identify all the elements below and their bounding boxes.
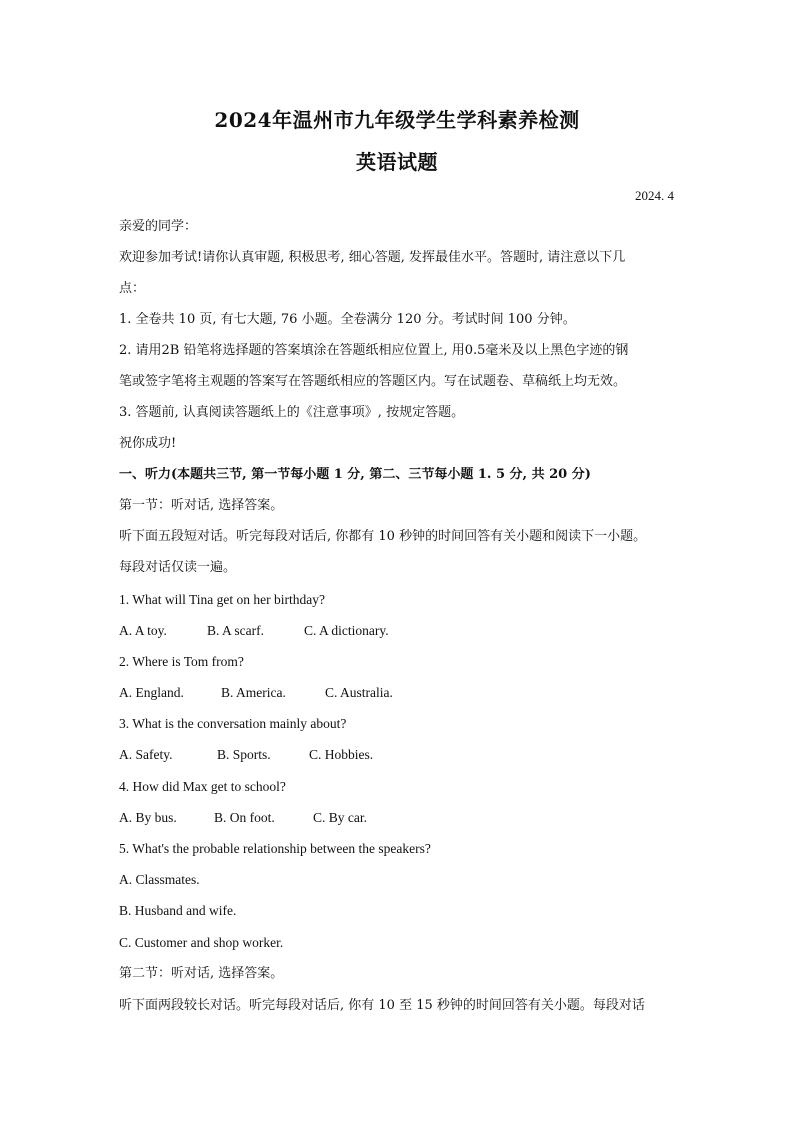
question-options — [119, 747, 679, 763]
option-a: A. Safety. — [119, 747, 173, 762]
note-1: 1. 全卷共 10 页, 有七大题, 76 小题。全卷满分 120 分。考试时间 100 分钟。 — [119, 312, 576, 327]
welcome-text-line2: 点： — [119, 281, 146, 296]
note-3: 3. 答题前, 认真阅读答题纸上的《注意事项》, 按规定答题。 — [119, 405, 465, 420]
question-stem: 3. What is the conversation mainly about? — [119, 716, 347, 731]
question-stem: 4. How did Max get to school? — [119, 779, 286, 794]
question-stem: 5. What's the probable relationship between the speakers? — [119, 841, 431, 856]
option-a: A. England. — [119, 685, 184, 700]
part1-instruction-line2: 每段对话仅读一遍。 — [119, 560, 237, 575]
page-title: 2024年温州市九年级学生学科素养检测 — [214, 108, 580, 132]
option-a: A. A toy. — [119, 623, 167, 638]
page-subtitle: 英语试题 — [356, 150, 438, 174]
option-b: B. A scarf. — [207, 623, 264, 638]
option-c: C. A dictionary. — [304, 623, 389, 638]
question-stem: 1. What will Tina get on her birthday? — [119, 592, 325, 607]
option-a: A. By bus. — [119, 810, 177, 825]
option-a: A. Classmates. — [119, 872, 200, 887]
wish-text: 祝你成功! — [119, 436, 177, 451]
note-2-line2: 笔或签字笔将主观题的答案写在答题纸相应的答题区内。写在试题卷、草稿纸上均无效。 — [119, 374, 627, 389]
section-heading: 一、听力(本题共三节, 第一节每小题 1 分, 第二、三节每小题 1. 5 分, 共 20 分) — [119, 467, 591, 482]
part1-instruction-line1: 听下面五段短对话。听完每段对话后, 你都有 10 秒钟的时间回答有关小题和阅读下一小题。 — [119, 529, 647, 544]
option-b: B. Husband and wife. — [119, 903, 237, 918]
question-options — [119, 685, 679, 701]
option-c: C. Hobbies. — [309, 747, 374, 762]
question-options — [119, 623, 679, 639]
exam-date: 2024. 4 — [635, 188, 674, 203]
option-b: B. On foot. — [214, 810, 275, 825]
part2-title: 第二节：听对话, 选择答案。 — [119, 966, 284, 981]
option-c: C. By car. — [313, 810, 367, 825]
greeting: 亲爱的同学： — [119, 219, 198, 234]
option-b: B. Sports. — [217, 747, 271, 762]
option-b: B. America. — [221, 685, 286, 700]
part1-title: 第一节：听对话, 选择答案。 — [119, 498, 284, 513]
note-2-line1: 2. 请用2B 铅笔将选择题的答案填涂在答题纸相应位置上, 用0.5毫米及以上黑色字迹的钢 — [119, 343, 629, 358]
question-stem: 2. Where is Tom from? — [119, 654, 244, 669]
question-options — [119, 810, 679, 826]
part2-instruction: 听下面两段较长对话。听完每段对话后, 你有 10 至 15 秒钟的时间回答有关小题。每段对话 — [119, 998, 645, 1013]
option-c: C. Australia. — [325, 685, 393, 700]
option-c: C. Customer and shop worker. — [119, 935, 284, 950]
welcome-text-line1: 欢迎参加考试!请你认真审题, 积极思考, 细心答题, 发挥最佳水平。答题时, 请注意以下几 — [119, 250, 626, 265]
